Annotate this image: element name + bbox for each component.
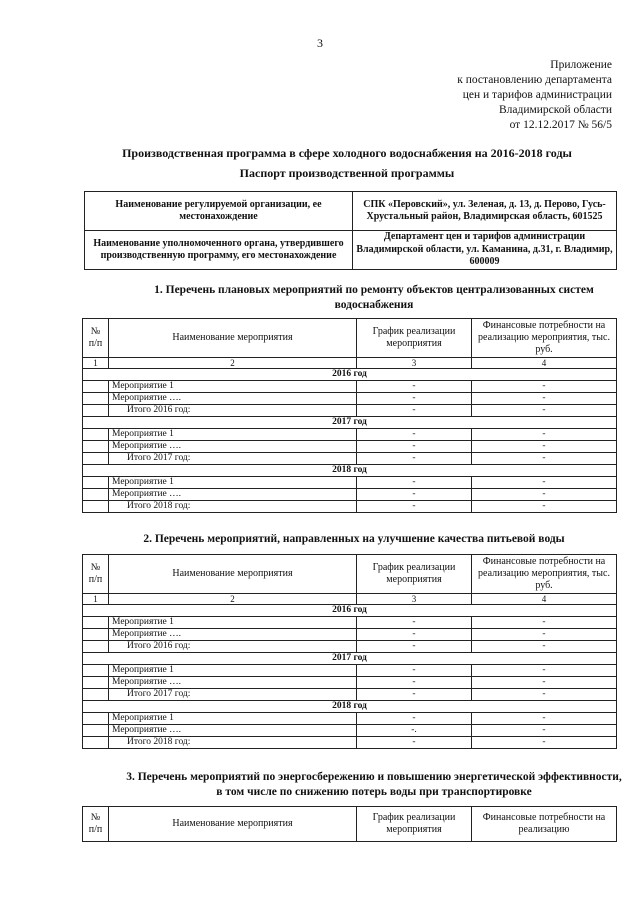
total-row xyxy=(83,405,617,417)
finance-cell: - xyxy=(472,477,617,489)
finance-cell: - xyxy=(472,677,617,689)
year-row xyxy=(83,417,617,429)
table-header-row xyxy=(83,807,617,842)
passport-value: СПК «Перовский», ул. Зеленая, д. 13, д. Перово, Гусь-Хрустальный район, Владимирская область, 601525 xyxy=(353,192,617,231)
col-num-header: № п/п xyxy=(83,555,109,594)
item-name: Мероприятие 1 xyxy=(109,381,357,393)
row-num xyxy=(83,713,109,725)
item-name: Мероприятие …. xyxy=(109,725,357,737)
appendix-line: цен и тарифов администрации xyxy=(462,89,612,101)
schedule-cell: - xyxy=(357,665,472,677)
column-number: 2 xyxy=(109,358,357,369)
table-row xyxy=(83,629,617,641)
passport-value: Департамент цен и тарифов администрации Владимирской области, ул. Каманина, д.31, г. Владимир, 600009 xyxy=(353,231,617,270)
schedule-cell: - xyxy=(357,429,472,441)
column-number: 4 xyxy=(472,594,617,605)
total-label: Итого 2017 год: xyxy=(109,689,357,701)
schedule-cell: - xyxy=(357,489,472,501)
document-title: Производственная программа в сфере холодного водоснабжения на 2016-2018 годы xyxy=(122,146,572,160)
schedule-cell: - xyxy=(357,737,472,749)
schedule-cell: -. xyxy=(357,725,472,737)
col-finance-header: Финансовые потребности на реализацию мероприятия, тыс. руб. xyxy=(472,555,617,594)
schedule-cell: - xyxy=(357,477,472,489)
finance-cell: - xyxy=(472,441,617,453)
table-header-row xyxy=(83,319,617,358)
schedule-cell: - xyxy=(357,453,472,465)
row-num xyxy=(83,641,109,653)
section3-table xyxy=(82,806,617,842)
passport-row xyxy=(85,192,617,231)
finance-cell: - xyxy=(472,641,617,653)
row-num xyxy=(83,689,109,701)
finance-cell: - xyxy=(472,453,617,465)
col-schedule-header: График реализации мероприятия xyxy=(357,555,472,594)
year-row xyxy=(83,605,617,617)
table-row xyxy=(83,477,617,489)
row-num xyxy=(83,429,109,441)
year-row xyxy=(83,369,617,381)
table-row xyxy=(83,429,617,441)
total-row xyxy=(83,689,617,701)
year-label: 2017 год xyxy=(83,653,617,665)
item-name: Мероприятие …. xyxy=(109,441,357,453)
finance-cell: - xyxy=(472,393,617,405)
row-num xyxy=(83,393,109,405)
table-row xyxy=(83,381,617,393)
schedule-cell: - xyxy=(357,393,472,405)
schedule-cell: - xyxy=(357,441,472,453)
column-number: 1 xyxy=(83,594,109,605)
passport-label: Наименование регулируемой организации, ее местонахождение xyxy=(85,192,353,231)
column-number: 4 xyxy=(472,358,617,369)
column-number-row xyxy=(83,358,617,369)
finance-cell: - xyxy=(472,725,617,737)
total-label: Итого 2018 год: xyxy=(109,501,357,513)
row-num xyxy=(83,737,109,749)
section2-title: 2. Перечень мероприятий, направленных на улучшение качества питьевой воды xyxy=(143,533,565,545)
item-name: Мероприятие 1 xyxy=(109,713,357,725)
table-header-row xyxy=(83,555,617,594)
item-name: Мероприятие 1 xyxy=(109,665,357,677)
row-num xyxy=(83,725,109,737)
schedule-cell: - xyxy=(357,629,472,641)
total-label: Итого 2017 год: xyxy=(109,453,357,465)
schedule-cell: - xyxy=(357,641,472,653)
column-number: 3 xyxy=(357,594,472,605)
appendix-line: к постановлению департамента xyxy=(457,74,612,86)
passport-table xyxy=(84,191,617,270)
column-number: 2 xyxy=(109,594,357,605)
passport-label: Наименование уполномоченного органа, утвердившего производственную программу, его местонахождение xyxy=(85,231,353,270)
document-subtitle: Паспорт производственной программы xyxy=(239,166,455,180)
total-row xyxy=(83,501,617,513)
section1-title: 1. Перечень плановых мероприятий по ремонту объектов централизованных систем водоснабжения xyxy=(154,284,594,311)
col-name-header: Наименование мероприятия xyxy=(109,319,357,358)
row-num xyxy=(83,489,109,501)
col-num-header: № п/п xyxy=(83,319,109,358)
year-label: 2018 год xyxy=(83,465,617,477)
total-row xyxy=(83,737,617,749)
col-schedule-header: График реализации мероприятия xyxy=(357,807,472,842)
appendix-block xyxy=(392,58,612,133)
item-name: Мероприятие 1 xyxy=(109,477,357,489)
table-row xyxy=(83,725,617,737)
finance-cell: - xyxy=(472,713,617,725)
schedule-cell: - xyxy=(357,617,472,629)
row-num xyxy=(83,453,109,465)
column-number-row xyxy=(83,594,617,605)
finance-cell: - xyxy=(472,429,617,441)
schedule-cell: - xyxy=(357,689,472,701)
appendix-line: от 12.12.2017 № 56/5 xyxy=(509,119,612,131)
item-name: Мероприятие …. xyxy=(109,677,357,689)
row-num xyxy=(83,677,109,689)
row-num xyxy=(83,477,109,489)
col-finance-header: Финансовые потребности на реализацию мероприятия, тыс. руб. xyxy=(472,319,617,358)
passport-row xyxy=(85,231,617,270)
col-name-header: Наименование мероприятия xyxy=(109,807,357,842)
year-row xyxy=(83,465,617,477)
total-label: Итого 2018 год: xyxy=(109,737,357,749)
finance-cell: - xyxy=(472,489,617,501)
item-name: Мероприятие …. xyxy=(109,393,357,405)
table-row xyxy=(83,617,617,629)
schedule-cell: - xyxy=(357,677,472,689)
row-num xyxy=(83,629,109,641)
year-row xyxy=(83,701,617,713)
column-number: 3 xyxy=(357,358,472,369)
table-row xyxy=(83,677,617,689)
section3-title: 3. Перечень мероприятий по энергосбережению и повышению энергетической эффективности, в том числе по снижению потерь воды при транспортировке xyxy=(126,771,622,798)
finance-cell: - xyxy=(472,737,617,749)
item-name: Мероприятие …. xyxy=(109,489,357,501)
year-label: 2017 год xyxy=(83,417,617,429)
appendix-line: Приложение xyxy=(550,59,612,71)
row-num xyxy=(83,617,109,629)
col-num-header: № п/п xyxy=(83,807,109,842)
row-num xyxy=(83,665,109,677)
column-number: 1 xyxy=(83,358,109,369)
item-name: Мероприятие …. xyxy=(109,629,357,641)
item-name: Мероприятие 1 xyxy=(109,429,357,441)
year-label: 2016 год xyxy=(83,605,617,617)
schedule-cell: - xyxy=(357,381,472,393)
table-row xyxy=(83,441,617,453)
year-label: 2016 год xyxy=(83,369,617,381)
page-number: 3 xyxy=(317,36,323,50)
total-label: Итого 2016 год: xyxy=(109,405,357,417)
col-name-header: Наименование мероприятия xyxy=(109,555,357,594)
schedule-cell: - xyxy=(357,713,472,725)
schedule-cell: - xyxy=(357,501,472,513)
finance-cell: - xyxy=(472,629,617,641)
table-row xyxy=(83,665,617,677)
section1-table xyxy=(82,318,617,513)
appendix-line: Владимирской области xyxy=(498,104,612,116)
table-row xyxy=(83,713,617,725)
row-num xyxy=(83,501,109,513)
row-num xyxy=(83,381,109,393)
finance-cell: - xyxy=(472,501,617,513)
row-num xyxy=(83,405,109,417)
table-row xyxy=(83,489,617,501)
section2-table xyxy=(82,554,617,749)
year-row xyxy=(83,653,617,665)
finance-cell: - xyxy=(472,665,617,677)
row-num xyxy=(83,441,109,453)
total-label: Итого 2016 год: xyxy=(109,641,357,653)
table-row xyxy=(83,393,617,405)
total-row xyxy=(83,453,617,465)
schedule-cell: - xyxy=(357,405,472,417)
item-name: Мероприятие 1 xyxy=(109,617,357,629)
finance-cell: - xyxy=(472,689,617,701)
finance-cell: - xyxy=(472,381,617,393)
total-row xyxy=(83,641,617,653)
year-label: 2018 год xyxy=(83,701,617,713)
finance-cell: - xyxy=(472,617,617,629)
col-schedule-header: График реализации мероприятия xyxy=(357,319,472,358)
finance-cell: - xyxy=(472,405,617,417)
col-finance-header: Финансовые потребности на реализацию xyxy=(472,807,617,842)
